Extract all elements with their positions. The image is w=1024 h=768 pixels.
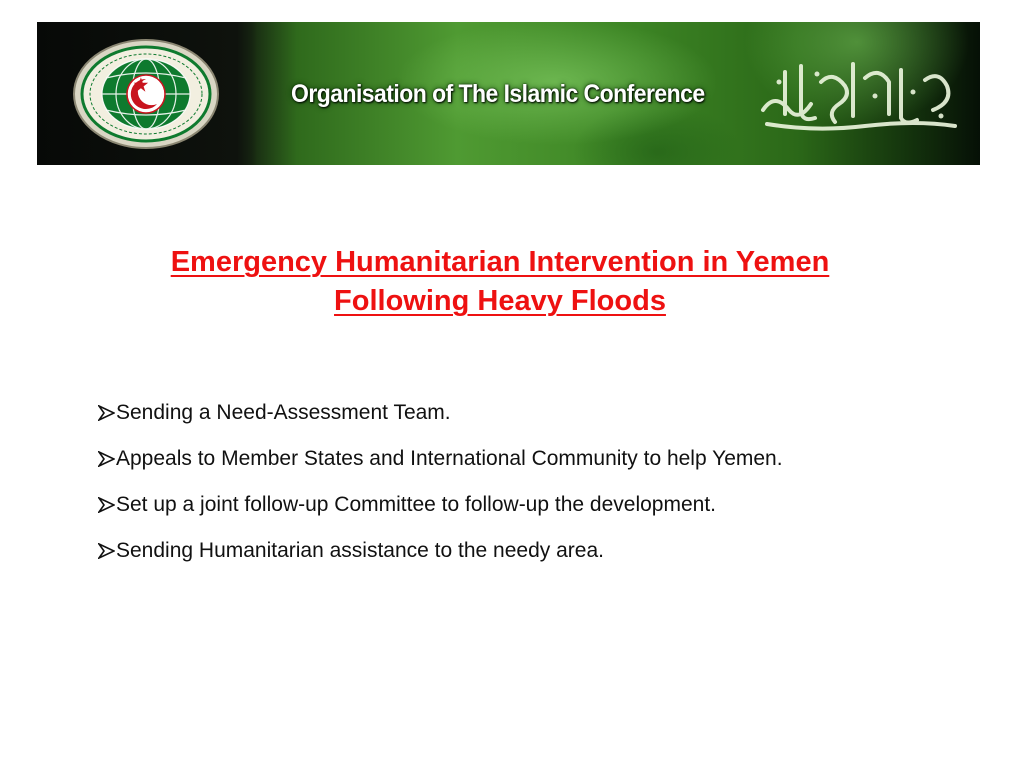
oic-emblem-icon: [71, 38, 221, 150]
arrowhead-bullet-icon: [98, 543, 115, 559]
arrowhead-bullet-icon: [98, 497, 115, 513]
bullet-text: Sending a Need-Assessment Team.: [116, 401, 451, 424]
arrowhead-bullet-icon: [98, 405, 115, 421]
list-item: [98, 444, 783, 474]
bullet-list: [98, 398, 783, 582]
arabic-calligraphy-icon: [755, 52, 961, 138]
list-item: [98, 490, 783, 520]
bullet-text: Set up a joint follow-up Committee to follow-up the development.: [116, 493, 716, 516]
bullet-text: Sending Humanitarian assistance to the needy area.: [116, 539, 604, 562]
organisation-name: Organisation of The Islamic Conference: [291, 80, 705, 108]
bullet-text: Appeals to Member States and International Community to help Yemen.: [116, 447, 783, 470]
arrowhead-bullet-icon: [98, 451, 115, 467]
slide-title-line-1: Emergency Humanitarian Intervention in Yemen: [170, 246, 830, 278]
slide-title: [0, 243, 1000, 321]
header-banner: [37, 22, 980, 165]
slide-title-line-2: Following Heavy Floods: [334, 285, 666, 317]
list-item: [98, 536, 783, 566]
list-item: [98, 398, 783, 428]
